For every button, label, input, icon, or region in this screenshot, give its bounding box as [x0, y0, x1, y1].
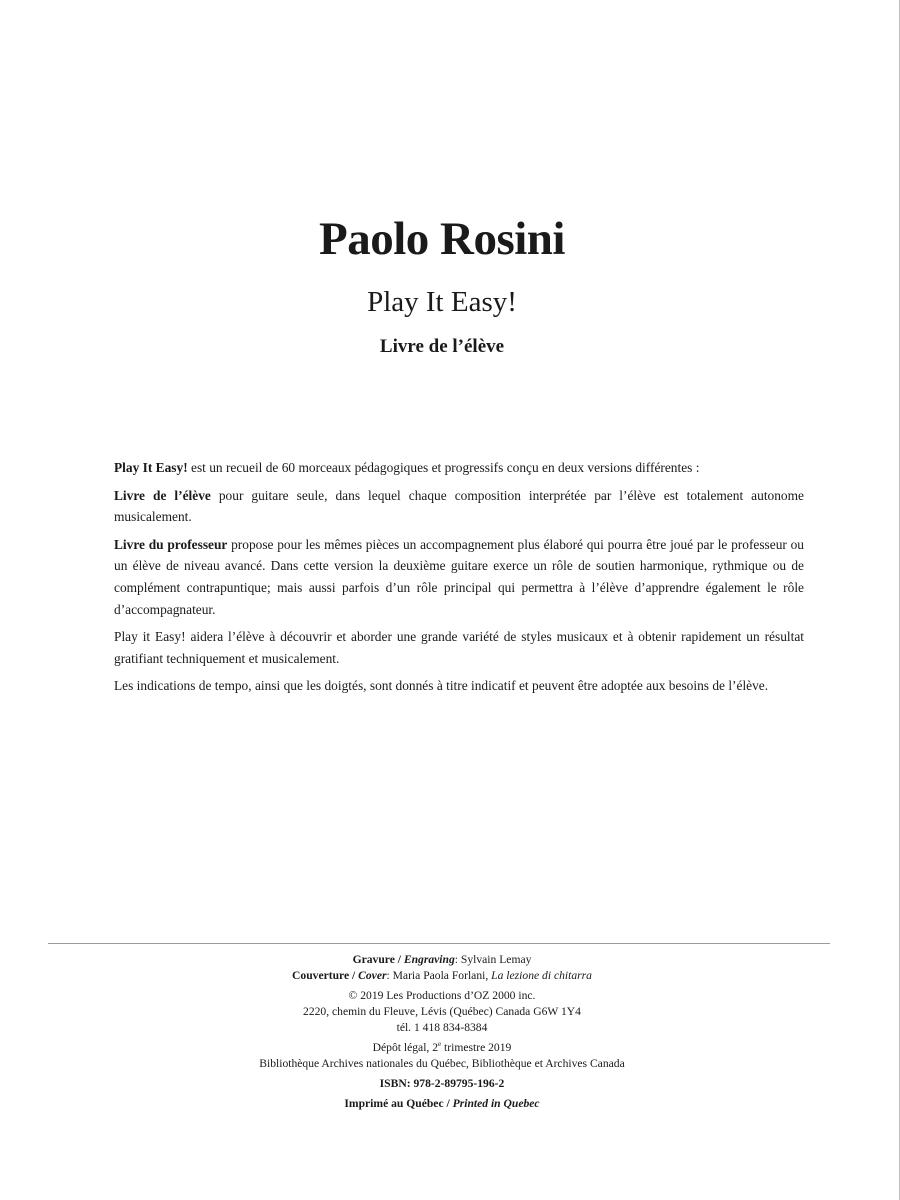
engraving-value: : Sylvain Lemay — [454, 953, 532, 966]
legal-deposit-prefix: Dépôt légal, 2 — [372, 1041, 439, 1054]
intro-paragraph-3-text: propose pour les mêmes pièces un accompagnement plus élaboré qui pourra être joué par le professeur ou un élève de niveau avancé. Dans cette version la deuxième guitare exerce un rôle de soutien harmonique, rythmique ou de complément contrapuntique; mais aussi parfois d’un rôle principal qui permettra à l’élève d’apprendre également le rôle d’accompagnateur. — [114, 536, 804, 617]
cover-credit — [0, 968, 884, 984]
cover-label — [292, 969, 386, 982]
publisher-phone: tél. 1 418 834-8384 — [396, 1021, 488, 1034]
engraving-label-en: Engraving — [403, 953, 455, 966]
copyright-line: © 2019 Les Productions d’OZ 2000 inc. — [348, 989, 536, 1002]
book-subtitle: Livre de l’élève — [379, 336, 505, 357]
book-title: Play It Easy! — [367, 286, 517, 318]
engraving-credit — [0, 952, 884, 968]
cover-value: : Maria Paola Forlani, — [386, 969, 492, 982]
library-archives: Bibliothèque Archives nationales du Québec, Bibliothèque et Archives Canada — [259, 1057, 625, 1070]
intro-paragraph-3 — [114, 534, 804, 620]
isbn-text: ISBN: 978-2-89795-196-2 — [379, 1077, 505, 1090]
divider-line — [48, 943, 830, 944]
engraving-label — [353, 953, 455, 966]
intro-paragraph-2-text: pour guitare seule, dans lequel chaque composition interprétée par l’élève est totalement autonome musicalement. — [114, 487, 804, 525]
cover-work-title: La lezione di chitarra — [491, 969, 592, 982]
printed-in-text — [344, 1097, 539, 1110]
cover-label-en: Cover — [358, 969, 387, 982]
isbn — [0, 1076, 884, 1092]
intro-paragraph-2 — [114, 485, 804, 528]
cover-label-fr: Couverture / — [292, 969, 359, 982]
printed-in — [0, 1096, 884, 1112]
printed-in-en: Printed in Quebec — [452, 1097, 540, 1110]
legal-deposit — [0, 1040, 884, 1056]
author-name: Paolo Rosini — [318, 213, 565, 265]
intro-paragraph-4: Play it Easy! aidera l’élève à découvrir et aborder une grande variété de styles musicaux et à obtenir rapidement un résultat gratifiant techniquement et musicalement. — [114, 629, 804, 666]
intro-text — [114, 457, 804, 703]
intro-term-livre-eleve: Livre de l’élève — [114, 487, 211, 503]
printed-in-fr: Imprimé au Québec / — [344, 1097, 453, 1110]
intro-paragraph-1-text: est un recueil de 60 morceaux pédagogiques et progressifs conçu en deux versions différentes : — [187, 460, 700, 475]
intro-term-play-it-easy: Play It Easy! — [114, 460, 188, 475]
legal-deposit-suffix: trimestre 2019 — [441, 1041, 512, 1054]
engraving-label-fr: Gravure / — [352, 953, 404, 966]
publisher-address: 2220, chemin du Fleuve, Lévis (Québec) Canada G6W 1Y4 — [303, 1005, 581, 1018]
intro-paragraph-5: Les indications de tempo, ainsi que les doigtés, sont donnés à titre indicatif et peuvent être adoptée aux besoins de l’élève. — [114, 678, 769, 694]
intro-paragraph-1 — [114, 457, 804, 479]
legal-deposit-superscript: e — [438, 1040, 442, 1049]
intro-term-livre-professeur: Livre du professeur — [114, 536, 228, 552]
colophon — [0, 952, 884, 1112]
